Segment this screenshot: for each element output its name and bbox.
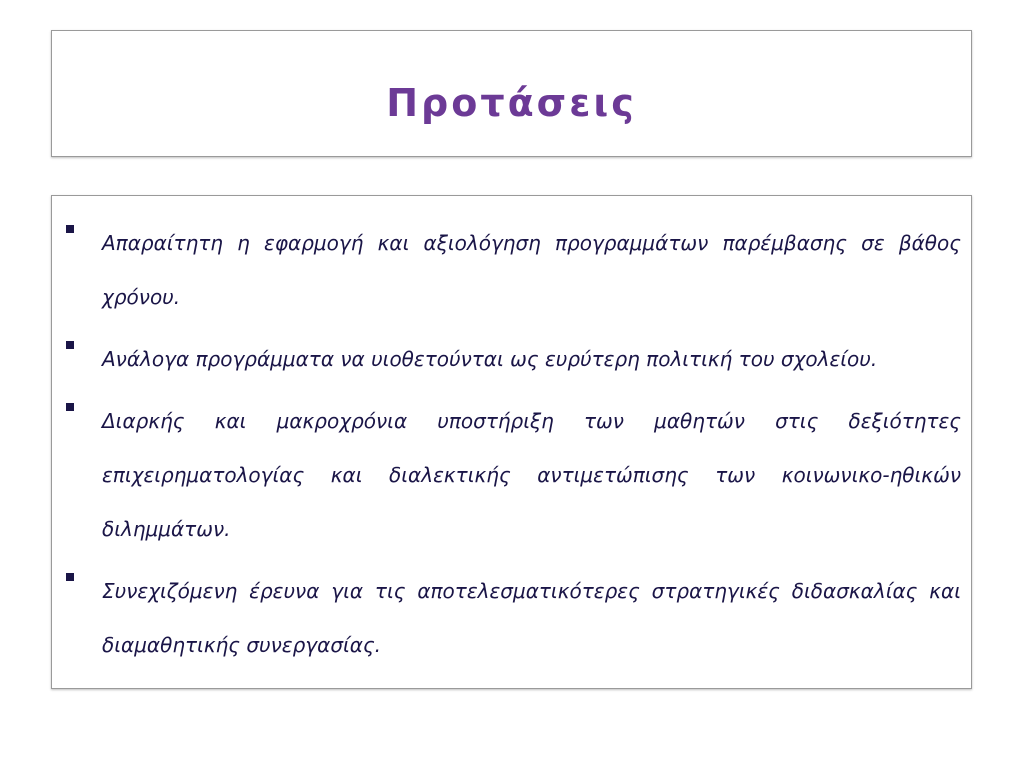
slide-title: Προτάσεις — [386, 81, 637, 125]
square-bullet-icon — [66, 403, 74, 411]
list-item — [66, 388, 961, 556]
bullet-text: Συνεχιζόμενη έρευνα για τις αποτελεσματικότερες στρατηγικές διδασκαλίας και διαμαθητικής συνεργασίας. — [102, 579, 961, 657]
bullet-list — [52, 196, 971, 672]
bullet-text: Απαραίτητη η εφαρμογή και αξιολόγηση προγραμμάτων παρέμβασης σε βάθος χρόνου. — [102, 231, 961, 309]
square-bullet-icon — [66, 341, 74, 349]
content-box — [51, 195, 972, 689]
bullet-text: Ανάλογα προγράμματα να υιοθετούνται ως ευρύτερη πολιτική του σχολείου. — [102, 347, 878, 371]
list-item — [66, 210, 961, 324]
list-item — [66, 326, 961, 386]
bullet-text: Διαρκής και μακροχρόνια υποστήριξη των μαθητών στις δεξιότητες επιχειρηματολογίας και διαλεκτικής αντιμετώπισης των κοινωνικο-ηθικών διλημμάτων. — [102, 409, 961, 541]
title-box — [51, 30, 972, 157]
list-item — [66, 558, 961, 672]
square-bullet-icon — [66, 573, 74, 581]
square-bullet-icon — [66, 225, 74, 233]
